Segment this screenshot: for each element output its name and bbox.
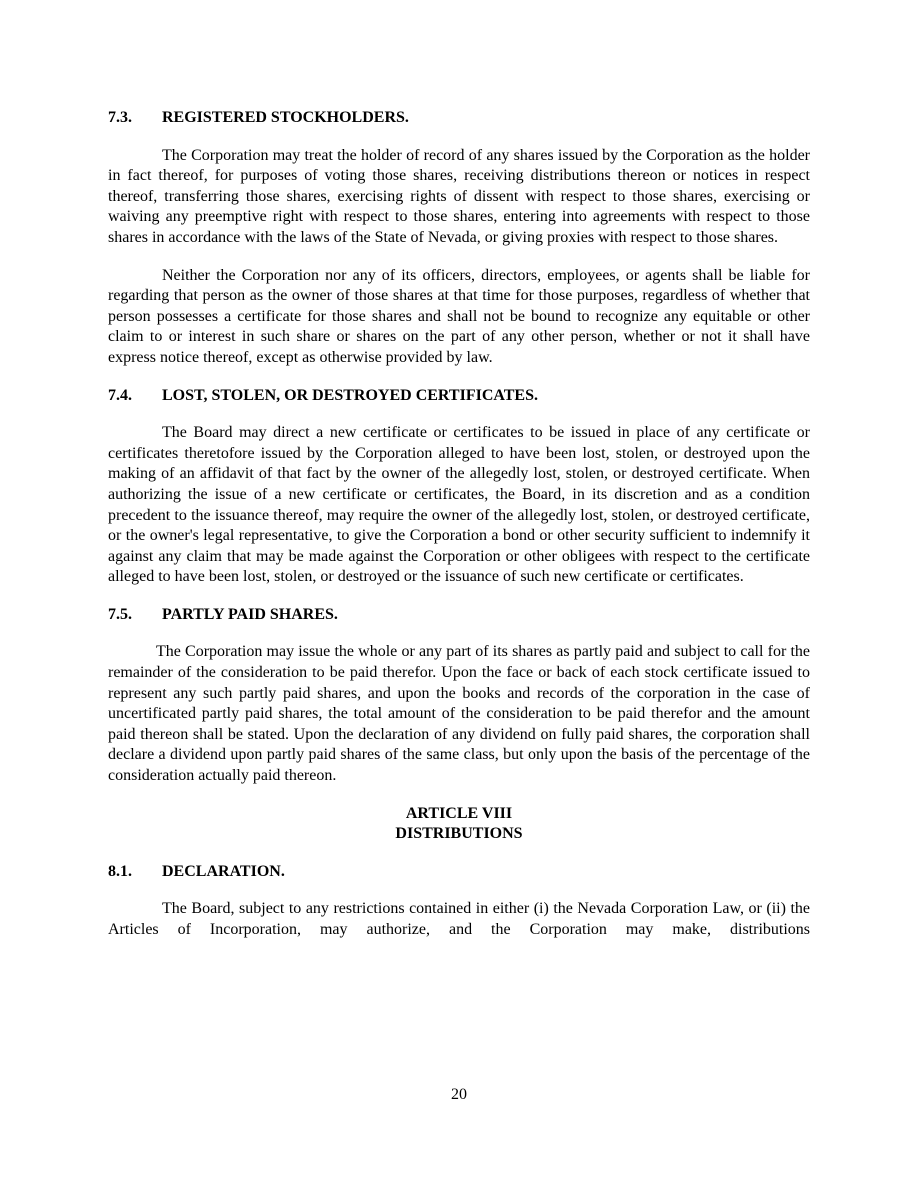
page-content <box>108 108 810 958</box>
paragraph: The Board may direct a new certificate or certificates to be issued in place of any certificate or certificates theretofore issued by the Corporation alleged to have been lost, stolen, or destroyed upon the making of an affidavit of that fact by the owner of the allegedly lost, stolen, or destroyed certificate. When authorizing the issue of a new certificate or certificates, the Board, in its discretion and as a condition precedent to the issuance thereof, may require the owner of the allegedly lost, stolen, or destroyed certificate, or the owner's legal representative, to give the Corporation a bond or other security sufficient to indemnify it against any claim that may be made against the Corporation or other obligees with respect to the certificate alleged to have been lost, stolen, or destroyed or the issuance of such new certificate or certificates. <box>108 424 810 586</box>
paragraph: Neither the Corporation nor any of its officers, directors, employees, or agents shall be liable for regarding that person as the owner of those shares at that time for those purposes, regardless of whether that person possesses a certificate for those shares and shall not be bound to recognize any equitable or other claim to or interest in such share or shares on the part of any other person, whether or not it shall have express notice thereof, except as otherwise provided by law. <box>108 266 810 366</box>
section-heading-7-5 <box>108 605 810 626</box>
section-title: PARTLY PAID SHARES. <box>162 605 338 623</box>
section-number: 7.4. <box>108 386 132 404</box>
paragraph: The Corporation may treat the holder of record of any shares issued by the Corporation as the holder in fact thereof, for purposes of voting those shares, receiving distributions thereon or notices in respect thereof, transferring those shares, exercising rights of dissent with respect to those shares, exercising or waiving any preemptive right with respect to those shares, entering into agreements with respect to those shares in accordance with the laws of the State of Nevada, or giving proxies with respect to those shares. <box>108 146 810 246</box>
section-title: LOST, STOLEN, OR DESTROYED CERTIFICATES. <box>162 386 538 404</box>
article-title: DISTRIBUTIONS <box>395 825 523 843</box>
section-number: 7.5. <box>108 605 132 623</box>
section-heading-7-4 <box>108 386 810 407</box>
paragraph: The Corporation may issue the whole or any part of its shares as partly paid and subject to call for the remainder of the consideration to be paid therefor. Upon the face or back of each stock certificate issued to represent any such partly paid shares, and upon the books and records of the corporation in the case of uncertificated partly paid shares, the total amount of the consideration to be paid therefor and the amount paid thereon shall be stated. Upon the declaration of any dividend on fully paid shares, the corporation shall declare a dividend upon partly paid shares of the same class, but only upon the basis of the percentage of the consideration actually paid thereon. <box>108 643 810 785</box>
section-number: 8.1. <box>108 862 132 880</box>
section-heading-8-1 <box>108 862 810 883</box>
section-number: 7.3. <box>108 109 132 126</box>
section-title: REGISTERED STOCKHOLDERS. <box>162 109 409 126</box>
section-title: DECLARATION. <box>162 862 285 880</box>
section-heading-7-3 <box>108 108 810 129</box>
article-number: ARTICLE VIII <box>405 804 513 822</box>
page-number: 20 <box>451 1086 467 1103</box>
article-heading <box>108 804 810 845</box>
paragraph: The Board, subject to any restrictions contained in either (i) the Nevada Corporation Law, or (ii) the Articles of Incorporation, may authorize, and the Corporation may make, distributions <box>108 900 810 938</box>
